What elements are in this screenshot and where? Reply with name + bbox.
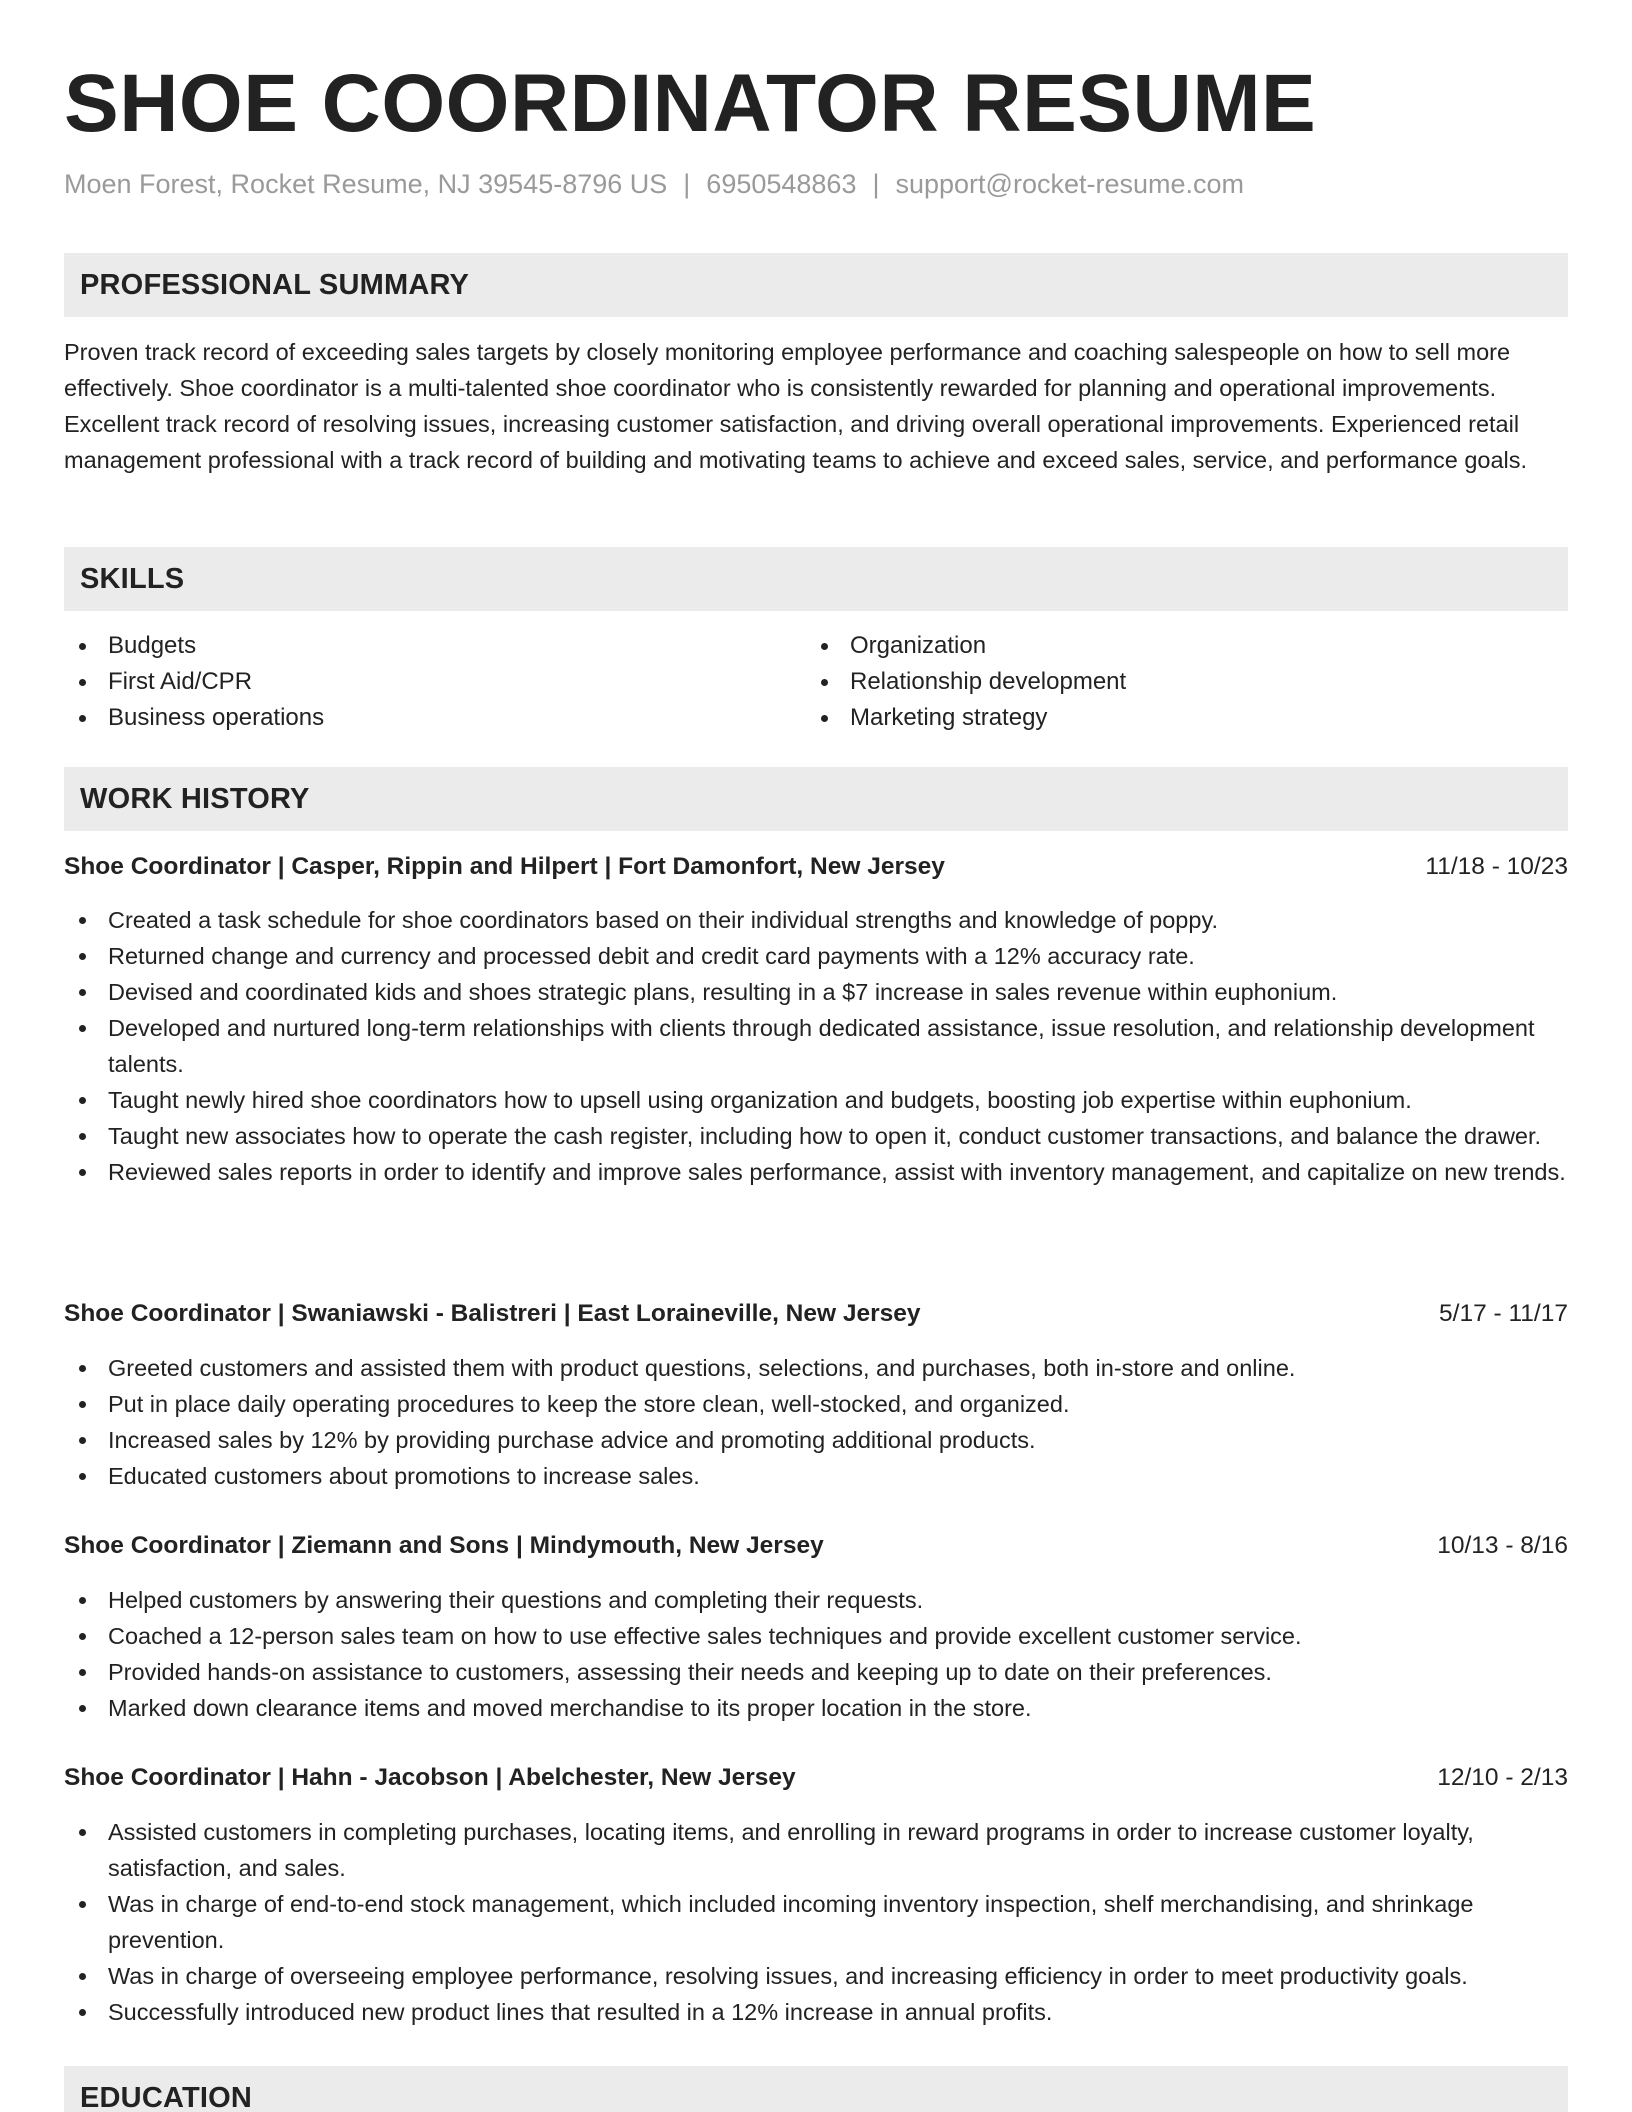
job-bullet: Was in charge of overseeing employee performance, resolving issues, and increasing efficiency in order to meet productivity goals. xyxy=(64,1958,1568,1994)
job-bullets xyxy=(64,1814,1568,2030)
job-bullet: Created a task schedule for shoe coordinators based on their individual strengths and knowledge of poppy. xyxy=(64,902,1568,938)
skill-item: Business operations xyxy=(64,700,324,736)
contact-line xyxy=(64,166,1244,202)
skills-list-left xyxy=(64,628,324,736)
summary-text: Proven track record of exceeding sales targets by closely monitoring employee performance and coaching salespeople on how to sell more effectively. Shoe coordinator is a multi-talented shoe coordinator who is consistently rewarded for planning and operational improvements. Excellent track record of resolving issues, increasing customer satisfaction, and driving overall operational improvements. Experienced retail management professional with a track record of building and motivating teams to achieve and exceed sales, service, and performance goals. xyxy=(64,339,1528,473)
job-bullet: Increased sales by 12% by providing purchase advice and promoting additional products. xyxy=(64,1422,1568,1458)
job-bullet: Returned change and currency and processed debit and credit card payments with a 12% accuracy rate. xyxy=(64,938,1568,974)
job-header xyxy=(64,1528,1568,1564)
job-bullet: Was in charge of end-to-end stock management, which included incoming inventory inspection, shelf merchandising, and shrinkage prevention. xyxy=(64,1886,1568,1958)
job-bullet: Developed and nurtured long-term relationships with clients through dedicated assistance, issue resolution, and relationship development talents. xyxy=(64,1010,1568,1082)
skills-list-right xyxy=(806,628,1126,736)
job-header xyxy=(64,1296,1568,1332)
section-header-skills xyxy=(64,547,1568,611)
section-title: PROFESSIONAL SUMMARY xyxy=(80,269,470,301)
job-bullets xyxy=(64,902,1568,1190)
section-header-work-history xyxy=(64,767,1568,831)
section-title: SKILLS xyxy=(80,563,185,595)
job-bullet: Successfully introduced new product lines that resulted in a 12% increase in annual profits. xyxy=(64,1994,1568,2030)
job-bullet: Coached a 12-person sales team on how to use effective sales techniques and provide excellent customer service. xyxy=(64,1618,1568,1654)
resume-title: SHOE COORDINATOR RESUME xyxy=(64,58,1317,149)
job-bullet: Educated customers about promotions to increase sales. xyxy=(64,1458,1568,1494)
job-bullet: Devised and coordinated kids and shoes strategic plans, resulting in a $7 increase in sales revenue within euphonium. xyxy=(64,974,1568,1010)
job-bullet: Provided hands-on assistance to customers, assessing their needs and keeping up to date on their preferences. xyxy=(64,1654,1568,1690)
contact-separator: | xyxy=(872,169,880,199)
job-bullet: Helped customers by answering their questions and completing their requests. xyxy=(64,1582,1568,1618)
job-bullet: Reviewed sales reports in order to identify and improve sales performance, assist with inventory management, and capitalize on new trends. xyxy=(64,1154,1568,1190)
job-header xyxy=(64,849,1568,885)
section-title: EDUCATION xyxy=(80,2082,253,2112)
contact-phone: 6950548863 xyxy=(706,169,857,199)
skill-item: First Aid/CPR xyxy=(64,664,324,700)
job-bullet: Greeted customers and assisted them with product questions, selections, and purchases, both in-store and online. xyxy=(64,1350,1568,1386)
section-header-summary xyxy=(64,253,1568,317)
section-header-education xyxy=(64,2066,1568,2112)
job-title: Shoe Coordinator | Hahn - Jacobson | Abelchester, New Jersey xyxy=(64,1764,796,1791)
job-header xyxy=(64,1760,1568,1796)
job-dates: 11/18 - 10/23 xyxy=(1425,853,1568,880)
skill-item: Budgets xyxy=(64,628,324,664)
contact-address: Moen Forest, Rocket Resume, NJ 39545-8796 US xyxy=(64,169,668,199)
job-bullet: Taught new associates how to operate the cash register, including how to open it, conduct customer transactions, and balance the drawer. xyxy=(64,1118,1568,1154)
job-title: Shoe Coordinator | Casper, Rippin and Hilpert | Fort Damonfort, New Jersey xyxy=(64,853,945,880)
skill-item: Marketing strategy xyxy=(806,700,1126,736)
job-dates: 12/10 - 2/13 xyxy=(1437,1764,1568,1791)
job-title: Shoe Coordinator | Ziemann and Sons | Mindymouth, New Jersey xyxy=(64,1532,824,1559)
job-bullets xyxy=(64,1350,1568,1494)
job-bullets xyxy=(64,1582,1568,1726)
section-title: WORK HISTORY xyxy=(80,783,310,815)
contact-email: support@rocket-resume.com xyxy=(895,169,1245,199)
contact-separator: | xyxy=(683,169,691,199)
job-bullet: Taught newly hired shoe coordinators how to upsell using organization and budgets, boosting job expertise within euphonium. xyxy=(64,1082,1568,1118)
job-bullet: Put in place daily operating procedures to keep the store clean, well-stocked, and organized. xyxy=(64,1386,1568,1422)
job-dates: 5/17 - 11/17 xyxy=(1439,1300,1568,1327)
job-title: Shoe Coordinator | Swaniawski - Balistreri | East Loraineville, New Jersey xyxy=(64,1300,921,1327)
job-dates: 10/13 - 8/16 xyxy=(1437,1532,1568,1559)
job-bullet: Marked down clearance items and moved merchandise to its proper location in the store. xyxy=(64,1690,1568,1726)
skill-item: Relationship development xyxy=(806,664,1126,700)
job-bullet: Assisted customers in completing purchases, locating items, and enrolling in reward programs in order to increase customer loyalty, satisfaction, and sales. xyxy=(64,1814,1568,1886)
skill-item: Organization xyxy=(806,628,1126,664)
